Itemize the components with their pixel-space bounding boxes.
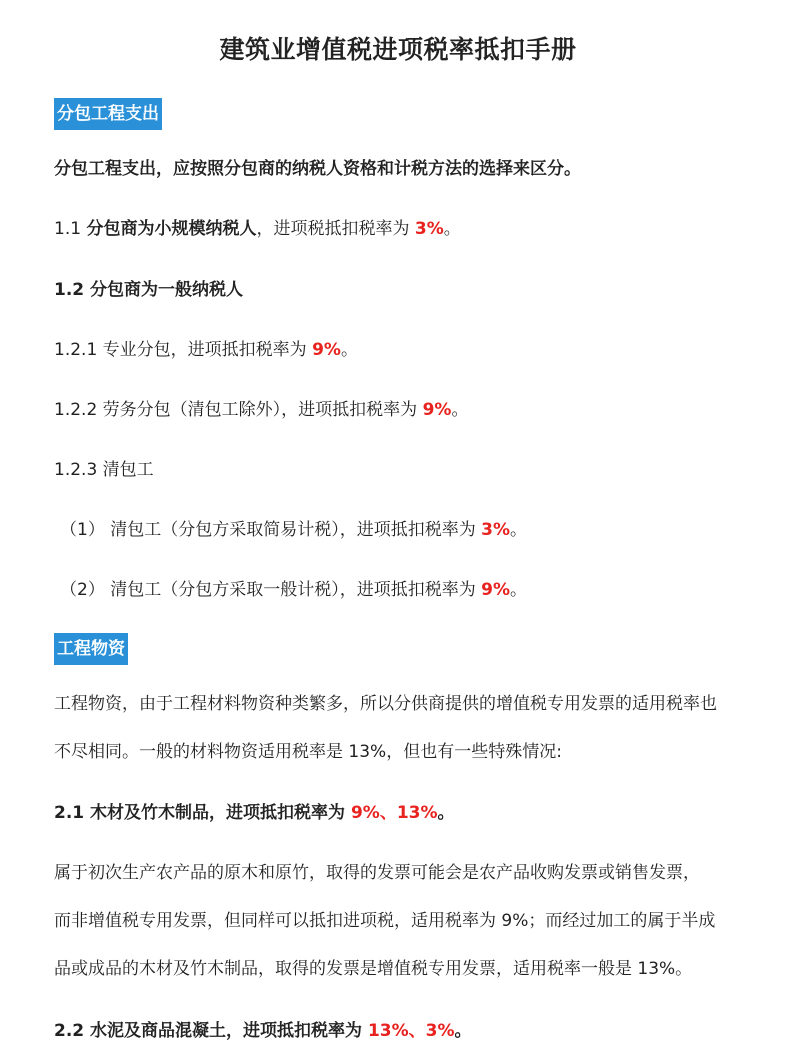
item-2-2	[54, 1019, 472, 1043]
paragraph-line: 品或成品的木材及竹木制品，取得的发票是增值税专用发票，适用税率一般是 13%。	[54, 959, 693, 979]
section1-intro: 分包工程支出，应按照分包商的纳税人资格和计税方法的选择来区分。	[54, 159, 581, 179]
item-1-2-3-case-1	[60, 518, 527, 542]
item-1-2-1-end: 。	[340, 340, 358, 360]
item-1-1-end: 。	[443, 219, 461, 239]
item-1-2-1	[54, 338, 358, 362]
case-1-rate: 3%	[481, 520, 510, 540]
case-1-end: 。	[510, 520, 527, 540]
item-2-2-rate: 13%、3%	[367, 1021, 455, 1041]
paragraph-line: 工程物资，由于工程材料物资种类繁多，所以分供商提供的增值税专用发票的适用税率也	[54, 694, 717, 714]
item-2-1-rate: 9%、13%	[350, 803, 438, 823]
case-1-text: （1） 清包工（分包方采取简易计税），进项抵扣税率为	[60, 520, 482, 540]
item-1-1-text: ，进项税抵扣税率为	[256, 219, 415, 239]
item-1-2-1-rate: 9%	[312, 340, 341, 360]
section-tag-materials: 工程物资	[54, 633, 128, 665]
paragraph-line: 属于初次生产农产品的原木和原竹，取得的发票可能会是农产品收购发票或销售发票，	[54, 863, 700, 883]
item-1-2-2	[54, 398, 468, 422]
item-1-2: 1.2 分包商为一般纳税人	[54, 280, 244, 300]
paragraph-line: 不尽相同。一般的材料物资适用税率是 13%，但也有一些特殊情况:	[54, 742, 562, 762]
case-2-rate: 9%	[481, 580, 510, 600]
item-2-2-text: 2.2 水泥及商品混凝土，进项抵扣税率为	[54, 1021, 368, 1041]
item-2-2-end: 。	[454, 1021, 472, 1041]
item-1-2-2-text: 1.2.2 劳务分包（清包工除外），进项抵扣税率为	[54, 400, 423, 420]
item-2-1	[54, 801, 455, 825]
page-title: 建筑业增值税进项税率抵扣手册	[219, 35, 577, 64]
case-2-text: （2） 清包工（分包方采取一般计税），进项抵扣税率为	[60, 580, 482, 600]
item-1-1-number: 1.1	[54, 219, 87, 239]
item-1-1-heading: 分包商为小规模纳税人	[86, 219, 257, 239]
case-2-end: 。	[510, 580, 527, 600]
paragraph-line: 而非增值税专用发票，但同样可以抵扣进项税，适用税率为 9%；而经过加工的属于半成	[54, 911, 716, 931]
materials-paragraph-2	[54, 861, 759, 1005]
item-1-2-2-end: 。	[451, 400, 469, 420]
item-1-2-2-rate: 9%	[422, 400, 452, 420]
item-1-1	[54, 217, 461, 241]
item-2-1-end: 。	[437, 803, 455, 823]
item-1-2-3-case-2	[60, 578, 527, 602]
item-1-2-3: 1.2.3 清包工	[54, 460, 154, 480]
item-1-1-rate: 3%	[414, 219, 444, 239]
materials-paragraph-1	[54, 692, 759, 788]
item-2-1-text: 2.1 木材及竹木制品，进项抵扣税率为	[54, 803, 351, 823]
item-1-2-1-text: 1.2.1 专业分包，进项抵扣税率为	[54, 340, 313, 360]
section-tag-subcontract: 分包工程支出	[54, 98, 162, 130]
